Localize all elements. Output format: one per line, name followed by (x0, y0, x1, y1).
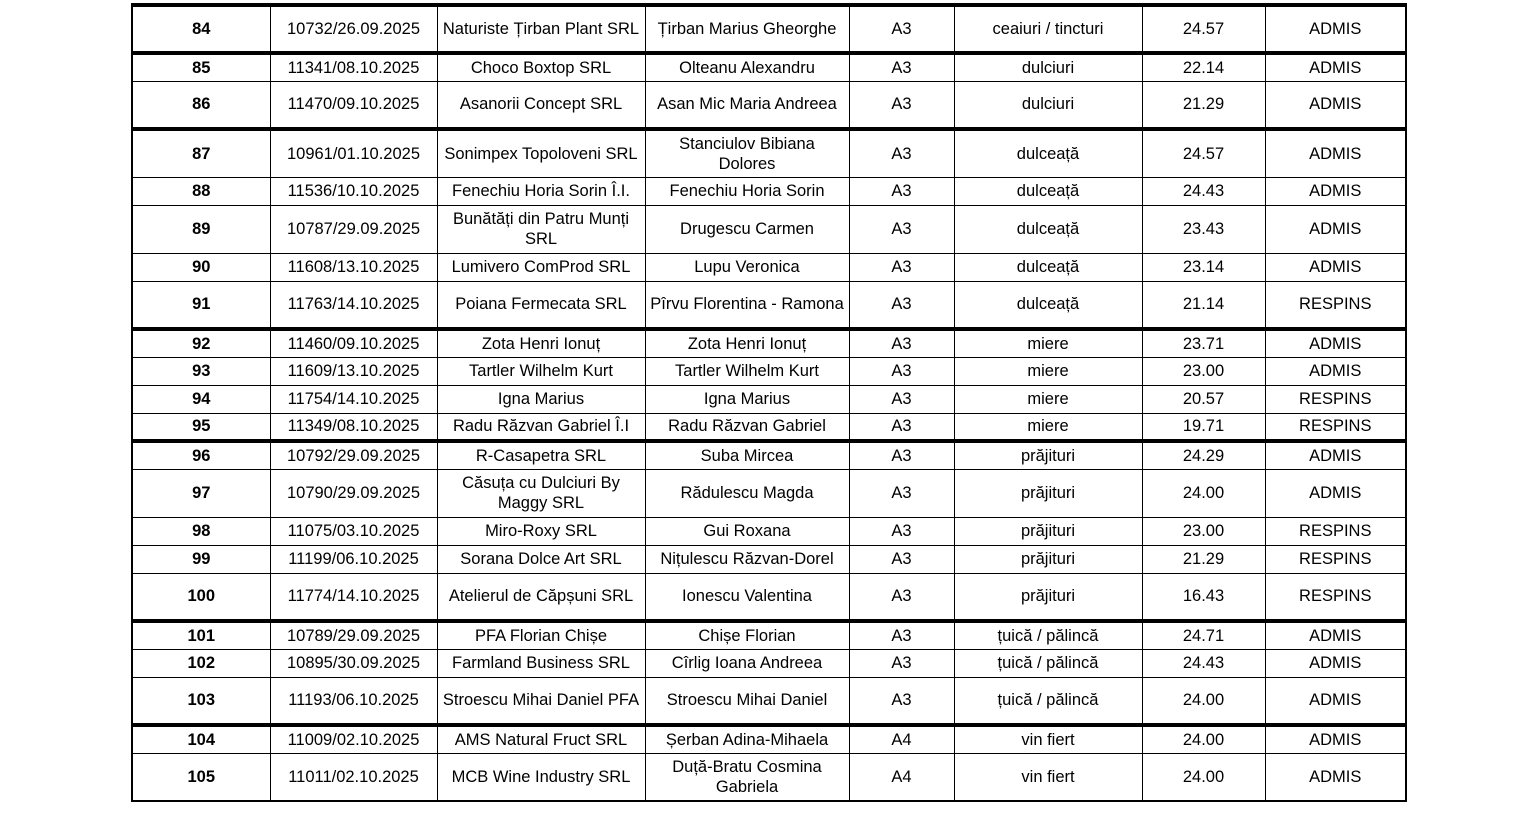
status-value: RESPINS (1265, 517, 1406, 545)
product-type: dulciuri (954, 81, 1142, 129)
status-value: ADMIS (1265, 329, 1406, 357)
category-code: A3 (849, 517, 954, 545)
representative-name: Lupu Veronica (645, 253, 849, 281)
company-name: Poiana Fermecata SRL (437, 281, 645, 329)
registration-number: 10895/30.09.2025 (270, 649, 437, 677)
table-row (132, 517, 1406, 545)
registration-number: 11536/10.10.2025 (270, 177, 437, 205)
score-value: 21.14 (1142, 281, 1265, 329)
product-type: dulceață (954, 205, 1142, 253)
category-code: A3 (849, 413, 954, 441)
status-value: ADMIS (1265, 649, 1406, 677)
company-name: Radu Răzvan Gabriel Î.I (437, 413, 645, 441)
results-table-body (132, 5, 1406, 801)
product-type: prăjituri (954, 517, 1142, 545)
product-type: dulceață (954, 177, 1142, 205)
status-value: ADMIS (1265, 753, 1406, 801)
status-value: RESPINS (1265, 545, 1406, 573)
row-number: 103 (132, 677, 270, 725)
product-type: vin fiert (954, 753, 1142, 801)
table-row (132, 253, 1406, 281)
representative-name: Olteanu Alexandru (645, 53, 849, 81)
table-row (132, 385, 1406, 413)
product-type: țuică / pălincă (954, 677, 1142, 725)
representative-name: Pîrvu Florentina - Ramona (645, 281, 849, 329)
registration-number: 10787/29.09.2025 (270, 205, 437, 253)
score-value: 24.71 (1142, 621, 1265, 649)
row-number: 95 (132, 413, 270, 441)
registration-number: 11460/09.10.2025 (270, 329, 437, 357)
company-name: PFA Florian Chișe (437, 621, 645, 649)
category-code: A3 (849, 53, 954, 81)
category-code: A4 (849, 753, 954, 801)
product-type: vin fiert (954, 725, 1142, 753)
category-code: A3 (849, 385, 954, 413)
registration-number: 10961/01.10.2025 (270, 129, 437, 177)
company-name: Farmland Business SRL (437, 649, 645, 677)
table-row (132, 441, 1406, 469)
representative-name: Nițulescu Răzvan-Dorel (645, 545, 849, 573)
row-number: 104 (132, 725, 270, 753)
company-name: Căsuța cu Dulciuri By Maggy SRL (437, 469, 645, 517)
row-number: 96 (132, 441, 270, 469)
company-name: AMS Natural Fruct SRL (437, 725, 645, 753)
company-name: Fenechiu Horia Sorin Î.I. (437, 177, 645, 205)
row-number: 91 (132, 281, 270, 329)
representative-name: Suba Mircea (645, 441, 849, 469)
representative-name: Duță-Bratu Cosmina Gabriela (645, 753, 849, 801)
status-value: ADMIS (1265, 205, 1406, 253)
category-code: A3 (849, 441, 954, 469)
row-number: 93 (132, 357, 270, 385)
representative-name: Tartler Wilhelm Kurt (645, 357, 849, 385)
status-value: ADMIS (1265, 81, 1406, 129)
registration-number: 11763/14.10.2025 (270, 281, 437, 329)
category-code: A3 (849, 5, 954, 53)
row-number: 90 (132, 253, 270, 281)
row-number: 84 (132, 5, 270, 53)
table-row (132, 177, 1406, 205)
product-type: dulciuri (954, 53, 1142, 81)
table-row (132, 5, 1406, 53)
score-value: 21.29 (1142, 545, 1265, 573)
category-code: A3 (849, 177, 954, 205)
status-value: ADMIS (1265, 621, 1406, 649)
company-name: Naturiste Țirban Plant SRL (437, 5, 645, 53)
product-type: dulceață (954, 281, 1142, 329)
status-value: ADMIS (1265, 129, 1406, 177)
score-value: 20.57 (1142, 385, 1265, 413)
row-number: 98 (132, 517, 270, 545)
score-value: 22.14 (1142, 53, 1265, 81)
company-name: Choco Boxtop SRL (437, 53, 645, 81)
company-name: Asanorii Concept SRL (437, 81, 645, 129)
table-row (132, 621, 1406, 649)
company-name: MCB Wine Industry SRL (437, 753, 645, 801)
score-value: 23.00 (1142, 357, 1265, 385)
registration-number: 11075/03.10.2025 (270, 517, 437, 545)
table-row (132, 357, 1406, 385)
row-number: 89 (132, 205, 270, 253)
row-number: 85 (132, 53, 270, 81)
product-type: miere (954, 385, 1142, 413)
status-value: ADMIS (1265, 725, 1406, 753)
row-number: 99 (132, 545, 270, 573)
product-type: dulceață (954, 129, 1142, 177)
score-value: 23.00 (1142, 517, 1265, 545)
product-type: țuică / pălincă (954, 649, 1142, 677)
status-value: ADMIS (1265, 53, 1406, 81)
score-value: 23.14 (1142, 253, 1265, 281)
product-type: ceaiuri / tincturi (954, 5, 1142, 53)
table-row (132, 725, 1406, 753)
score-value: 19.71 (1142, 413, 1265, 441)
category-code: A3 (849, 621, 954, 649)
company-name: Lumivero ComProd SRL (437, 253, 645, 281)
registration-number: 10789/29.09.2025 (270, 621, 437, 649)
row-number: 94 (132, 385, 270, 413)
table-row (132, 649, 1406, 677)
company-name: Bunătăți din Patru Munți SRL (437, 205, 645, 253)
status-value: ADMIS (1265, 677, 1406, 725)
score-value: 24.00 (1142, 753, 1265, 801)
score-value: 24.00 (1142, 469, 1265, 517)
registration-number: 11199/06.10.2025 (270, 545, 437, 573)
status-value: RESPINS (1265, 413, 1406, 441)
representative-name: Fenechiu Horia Sorin (645, 177, 849, 205)
representative-name: Cîrlig Ioana Andreea (645, 649, 849, 677)
product-type: țuică / pălincă (954, 621, 1142, 649)
score-value: 24.00 (1142, 725, 1265, 753)
status-value: RESPINS (1265, 281, 1406, 329)
score-value: 24.00 (1142, 677, 1265, 725)
product-type: prăjituri (954, 441, 1142, 469)
table-row (132, 469, 1406, 517)
row-number: 92 (132, 329, 270, 357)
registration-number: 11193/06.10.2025 (270, 677, 437, 725)
category-code: A3 (849, 281, 954, 329)
registration-number: 11609/13.10.2025 (270, 357, 437, 385)
score-value: 16.43 (1142, 573, 1265, 621)
product-type: miere (954, 329, 1142, 357)
category-code: A3 (849, 81, 954, 129)
category-code: A3 (849, 357, 954, 385)
row-number: 97 (132, 469, 270, 517)
category-code: A3 (849, 253, 954, 281)
score-value: 24.43 (1142, 649, 1265, 677)
representative-name: Țirban Marius Gheorghe (645, 5, 849, 53)
representative-name: Chișe Florian (645, 621, 849, 649)
representative-name: Ionescu Valentina (645, 573, 849, 621)
status-value: ADMIS (1265, 469, 1406, 517)
row-number: 88 (132, 177, 270, 205)
table-row (132, 573, 1406, 621)
category-code: A4 (849, 725, 954, 753)
product-type: miere (954, 413, 1142, 441)
representative-name: Drugescu Carmen (645, 205, 849, 253)
registration-number: 11608/13.10.2025 (270, 253, 437, 281)
representative-name: Rădulescu Magda (645, 469, 849, 517)
category-code: A3 (849, 649, 954, 677)
product-type: dulceață (954, 253, 1142, 281)
product-type: prăjituri (954, 545, 1142, 573)
status-value: RESPINS (1265, 385, 1406, 413)
table-row (132, 413, 1406, 441)
company-name: Atelierul de Căpșuni SRL (437, 573, 645, 621)
company-name: Miro-Roxy SRL (437, 517, 645, 545)
category-code: A3 (849, 573, 954, 621)
table-row (132, 545, 1406, 573)
registration-number: 10732/26.09.2025 (270, 5, 437, 53)
table-row (132, 677, 1406, 725)
registration-number: 11470/09.10.2025 (270, 81, 437, 129)
representative-name: Radu Răzvan Gabriel (645, 413, 849, 441)
table-row (132, 53, 1406, 81)
score-value: 24.57 (1142, 5, 1265, 53)
category-code: A3 (849, 545, 954, 573)
score-value: 21.29 (1142, 81, 1265, 129)
registration-number: 10792/29.09.2025 (270, 441, 437, 469)
category-code: A3 (849, 205, 954, 253)
category-code: A3 (849, 129, 954, 177)
table-row (132, 129, 1406, 177)
status-value: ADMIS (1265, 357, 1406, 385)
status-value: ADMIS (1265, 441, 1406, 469)
registration-number: 11754/14.10.2025 (270, 385, 437, 413)
table-row (132, 753, 1406, 801)
row-number: 86 (132, 81, 270, 129)
table-row (132, 329, 1406, 357)
status-value: RESPINS (1265, 573, 1406, 621)
registration-number: 10790/29.09.2025 (270, 469, 437, 517)
row-number: 105 (132, 753, 270, 801)
representative-name: Stanciulov Bibiana Dolores (645, 129, 849, 177)
product-type: miere (954, 357, 1142, 385)
registration-number: 11009/02.10.2025 (270, 725, 437, 753)
score-value: 24.57 (1142, 129, 1265, 177)
company-name: R-Casapetra SRL (437, 441, 645, 469)
row-number: 87 (132, 129, 270, 177)
row-number: 102 (132, 649, 270, 677)
registration-number: 11349/08.10.2025 (270, 413, 437, 441)
representative-name: Igna Marius (645, 385, 849, 413)
company-name: Sonimpex Topoloveni SRL (437, 129, 645, 177)
representative-name: Asan Mic Maria Andreea (645, 81, 849, 129)
table-row (132, 205, 1406, 253)
status-value: ADMIS (1265, 253, 1406, 281)
representative-name: Stroescu Mihai Daniel (645, 677, 849, 725)
category-code: A3 (849, 329, 954, 357)
status-value: ADMIS (1265, 177, 1406, 205)
product-type: prăjituri (954, 573, 1142, 621)
representative-name: Șerban Adina-Mihaela (645, 725, 849, 753)
score-value: 24.29 (1142, 441, 1265, 469)
table-row (132, 281, 1406, 329)
score-value: 23.71 (1142, 329, 1265, 357)
status-value: ADMIS (1265, 5, 1406, 53)
score-value: 24.43 (1142, 177, 1265, 205)
registration-number: 11011/02.10.2025 (270, 753, 437, 801)
results-table (131, 3, 1407, 802)
company-name: Zota Henri Ionuț (437, 329, 645, 357)
product-type: prăjituri (954, 469, 1142, 517)
company-name: Tartler Wilhelm Kurt (437, 357, 645, 385)
representative-name: Zota Henri Ionuț (645, 329, 849, 357)
row-number: 100 (132, 573, 270, 621)
category-code: A3 (849, 677, 954, 725)
company-name: Igna Marius (437, 385, 645, 413)
registration-number: 11774/14.10.2025 (270, 573, 437, 621)
table-row (132, 81, 1406, 129)
representative-name: Gui Roxana (645, 517, 849, 545)
registration-number: 11341/08.10.2025 (270, 53, 437, 81)
company-name: Stroescu Mihai Daniel PFA (437, 677, 645, 725)
company-name: Sorana Dolce Art SRL (437, 545, 645, 573)
category-code: A3 (849, 469, 954, 517)
score-value: 23.43 (1142, 205, 1265, 253)
row-number: 101 (132, 621, 270, 649)
